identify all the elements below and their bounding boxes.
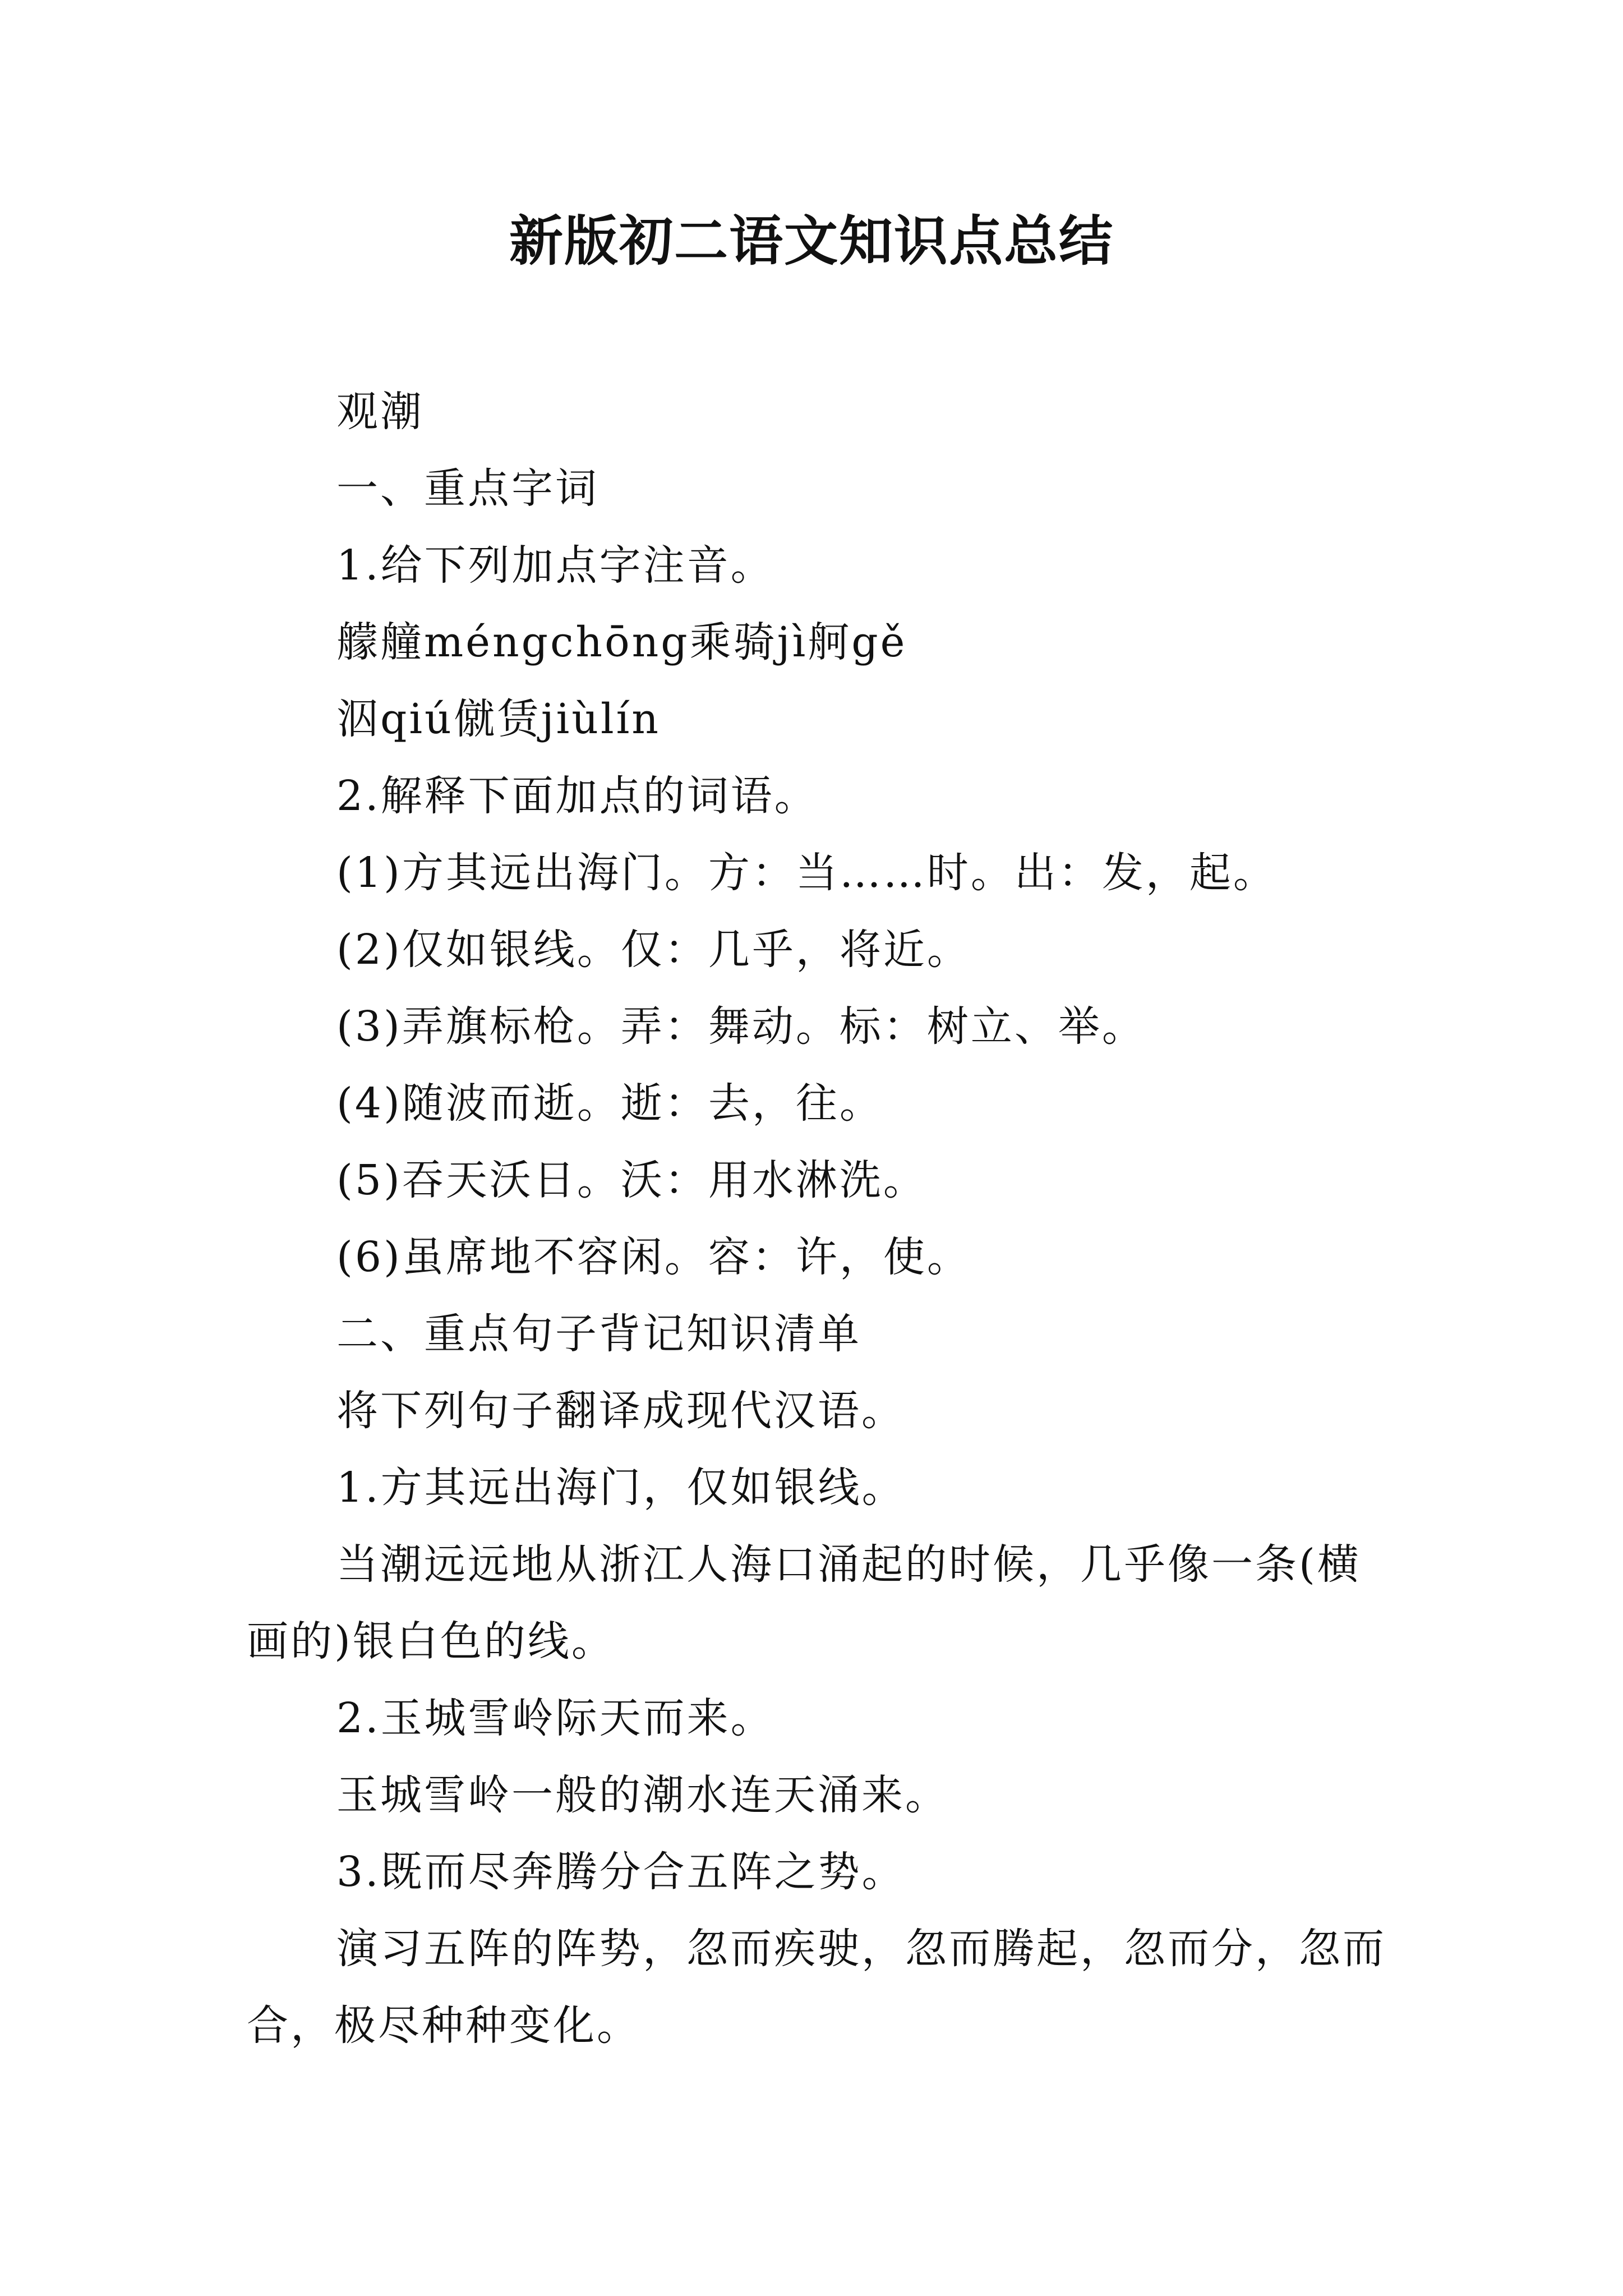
sentence-item: 1.方其远出海门，仅如银线。 (336, 1464, 906, 1512)
document-body (247, 374, 1391, 2064)
explanation-item: (4)随波而逝。逝：去，往。 (336, 1079, 883, 1128)
explanation-item: (1)方其远出海门。方：当……时。出：发，起。 (336, 849, 1277, 897)
section-heading-key-words: 一、重点字词 (336, 464, 599, 513)
explanation-item: (2)仅如银线。仅：几乎，将近。 (336, 926, 971, 974)
question-pronunciation: 1.给下列加点字注音。 (336, 541, 774, 590)
pinyin-line-1: 艨艟méngchōng乘骑jì舸gě (336, 618, 907, 666)
sentence-translation: 当潮远远地从浙江人海口涌起的时候，几乎像一条(横画的)银白色的线。 (247, 1540, 1361, 1665)
lesson-title: 观潮 (336, 388, 424, 436)
sentence-item: 3.既而尽奔腾分合五阵之势。 (336, 1848, 906, 1896)
explanation-item: (5)吞天沃日。沃：用水淋洗。 (336, 1156, 927, 1204)
section-heading-key-sentences: 二、重点句子背记知识清单 (336, 1310, 861, 1358)
sentence-item: 2.玉城雪岭际天而来。 (336, 1694, 774, 1742)
document-title: 新版初二语文知识点总结 (509, 209, 1114, 273)
explanation-item: (3)弄旗标枪。弄：舞动。标：树立、举。 (336, 1002, 1146, 1051)
pinyin-line-2: 泅qiú僦赁jiùlín (336, 695, 661, 743)
translation-instruction: 将下列句子翻译成现代汉语。 (336, 1387, 905, 1435)
question-explain-words: 2.解释下面加点的词语。 (336, 772, 818, 820)
explanation-item: (6)虽席地不容闲。容：许，使。 (336, 1233, 971, 1281)
sentence-translation: 演习五阵的阵势，忽而疾驶，忽而腾起，忽而分，忽而合，极尽种种变化。 (247, 1925, 1386, 2050)
sentence-translation: 玉城雪岭一般的潮水连天涌来。 (336, 1771, 949, 1819)
